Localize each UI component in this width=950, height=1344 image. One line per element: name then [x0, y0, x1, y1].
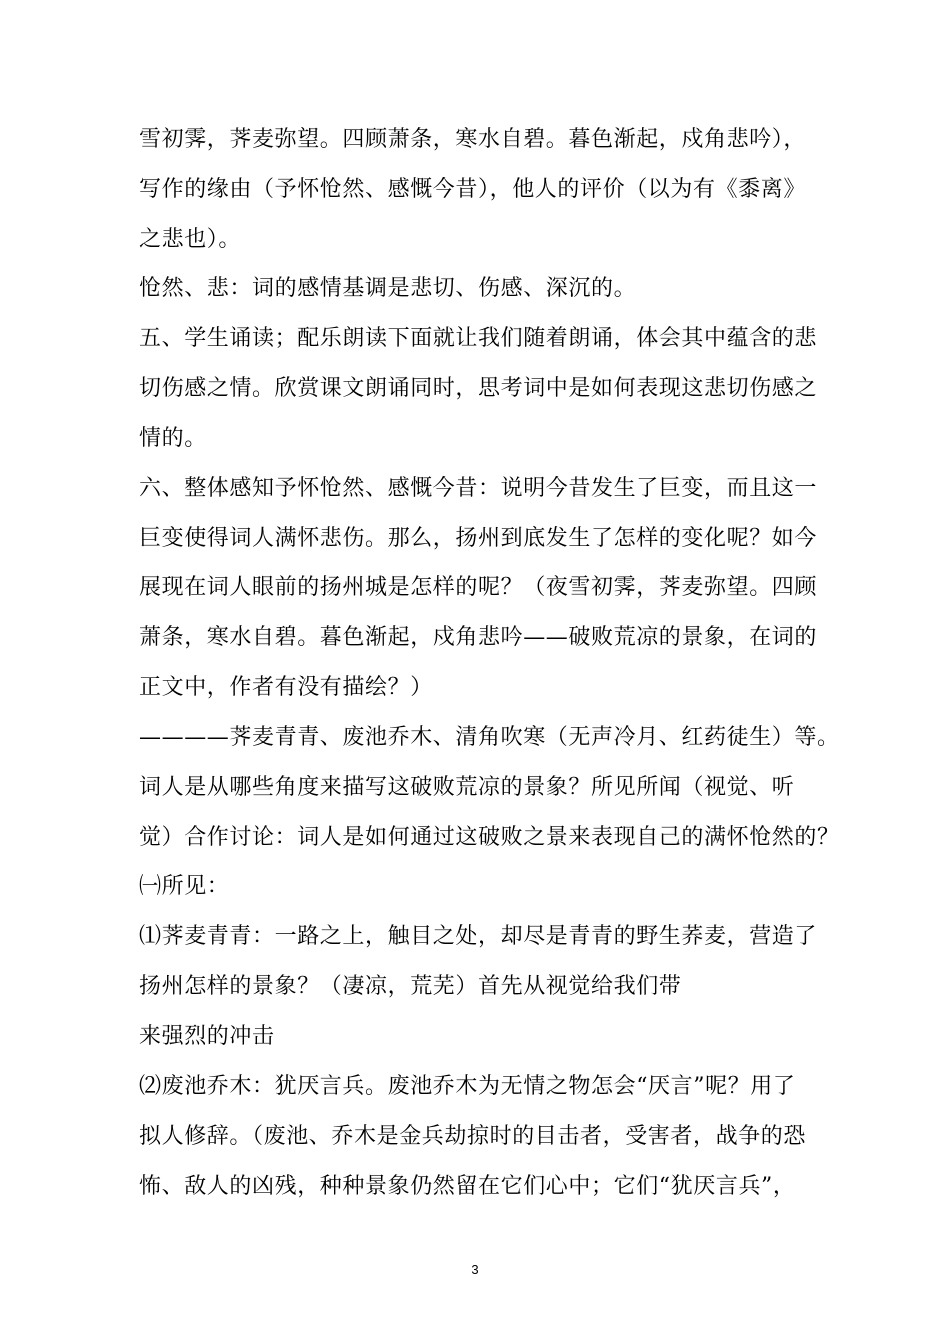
text-line: ㈠所见：: [139, 874, 230, 899]
text-line: 拟人修辞。（废池、乔木是金兵劫掠时的目击者，受害者，战争的恐: [139, 1124, 807, 1149]
text-line: 情的。: [139, 426, 207, 451]
page-number: 3: [471, 1262, 479, 1277]
text-line: 巨变使得词人满怀悲伤。那么，扬州到底发生了怎样的变化呢？如今: [139, 526, 818, 551]
text-line: 切伤感之情。欣赏课文朗诵同时，思考词中是如何表现这悲切伤感之: [139, 376, 818, 401]
text-line: 六、整体感知予怀怆然、感慨今昔：说明今昔发生了巨变，而且这一: [139, 476, 818, 501]
text-line: 觉）合作讨论：词人是如何通过这破败之景来表现自己的满怀怆然的？: [139, 825, 840, 850]
text-line: 词人是从哪些角度来描写这破败荒凉的景象？所见所闻（视觉、听: [139, 775, 795, 800]
text-line: 怆然、悲：词的感情基调是悲切、伤感、深沉的。: [139, 276, 637, 301]
text-line: 怖、敌人的凶残，种种景象仍然留在它们心中；它们“犹厌言兵”，: [139, 1174, 796, 1199]
text-line: 萧条，寒水自碧。暮色渐起，戍角悲吟——破败荒凉的景象，在词的: [139, 625, 818, 650]
text-line: 展现在词人眼前的扬州城是怎样的呢？（夜雪初霁，荠麦弥望。四顾: [139, 575, 818, 600]
text-line: ⑵废池乔木：犹厌言兵。废池乔木为无情之物怎会“厌言”呢？用了: [139, 1074, 796, 1099]
text-line: 扬州怎样的景象？（凄凉，荒芜）首先从视觉给我们带: [139, 974, 682, 999]
text-line: 五、学生诵读；配乐朗读下面就让我们随着朗诵，体会其中蕴含的悲: [139, 326, 818, 351]
text-line: 雪初霁，荠麦弥望。四顾萧条，寒水自碧。暮色渐起，戍角悲吟），: [139, 127, 807, 152]
text-line: ⑴荠麦青青：一路之上，触目之处，却尽是青青的野生荞麦，营造了: [139, 924, 818, 949]
text-line: 之悲也）。: [139, 227, 242, 252]
text-line: ————荠麦青青、废池乔木、清角吹寒（无声冷月、红药徒生）等。: [139, 725, 840, 750]
text-line: 写作的缘由（予怀怆然、感慨今昔），他人的评价（以为有《黍离》: [139, 177, 807, 202]
text-line: 来强烈的冲击: [139, 1024, 275, 1049]
text-line: 正文中，作者有没有描绘？）: [139, 675, 433, 700]
